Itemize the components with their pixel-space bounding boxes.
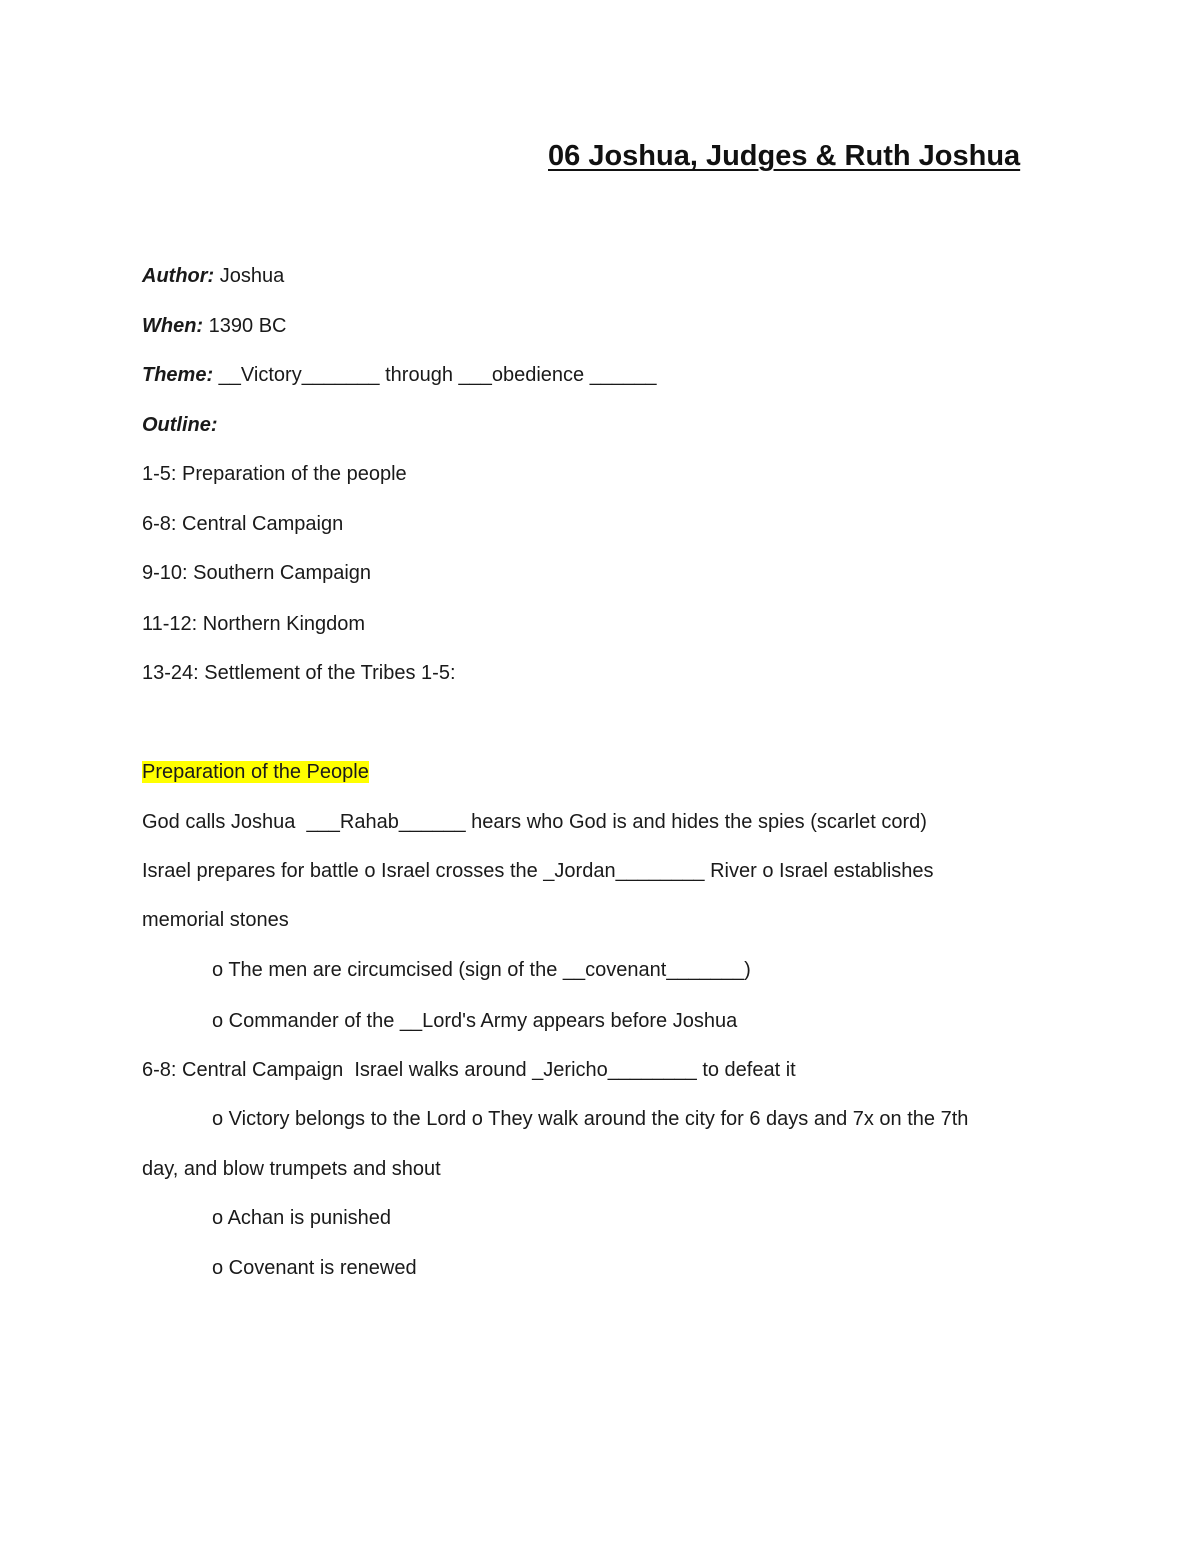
theme-row	[142, 361, 656, 389]
author-label: Author:	[142, 265, 215, 287]
bullet-line: o The men are circumcised (sign of the __covenant_______)	[212, 959, 751, 981]
when-value: 1390 BC	[203, 315, 287, 337]
section-line: day, and blow trumpets and shout	[142, 1158, 441, 1180]
section-line: God calls Joshua ___Rahab______ hears who God is and hides the spies (scarlet cord)	[142, 811, 927, 833]
when-row	[142, 312, 286, 340]
bullet-line: o Achan is punished	[212, 1207, 392, 1229]
section-line: 6-8: Central Campaign Israel walks around _Jericho________ to defeat it	[142, 1059, 796, 1081]
document-title: 06 Joshua, Judges & Ruth Joshua	[548, 140, 1021, 172]
outline-label: Outline:	[142, 414, 218, 436]
bullet-line: o Commander of the __Lord's Army appears before Joshua	[212, 1010, 738, 1032]
outline-item: 13-24: Settlement of the Tribes 1-5:	[142, 662, 456, 684]
author-row	[142, 262, 284, 290]
outline-row	[142, 411, 218, 439]
section-heading-row	[142, 758, 369, 786]
theme-value: __Victory_______ through ___obedience ______	[213, 364, 657, 386]
bullet-line: o Victory belongs to the Lord o They walk around the city for 6 days and 7x on the 7th	[212, 1108, 969, 1130]
section-heading: Preparation of the People	[142, 761, 369, 783]
section-line: memorial stones	[142, 909, 289, 931]
outline-item: 9-10: Southern Campaign	[142, 562, 372, 584]
section-line: Israel prepares for battle o Israel crosses the _Jordan________ River o Israel establishes	[142, 860, 934, 882]
outline-item: 1-5: Preparation of the people	[142, 463, 407, 485]
author-value: Joshua	[214, 265, 285, 287]
outline-item: 11-12: Northern Kingdom	[142, 613, 366, 635]
when-label: When:	[142, 315, 204, 337]
bullet-line: o Covenant is renewed	[212, 1257, 417, 1279]
outline-item: 6-8: Central Campaign	[142, 513, 344, 535]
theme-label: Theme:	[142, 364, 214, 386]
